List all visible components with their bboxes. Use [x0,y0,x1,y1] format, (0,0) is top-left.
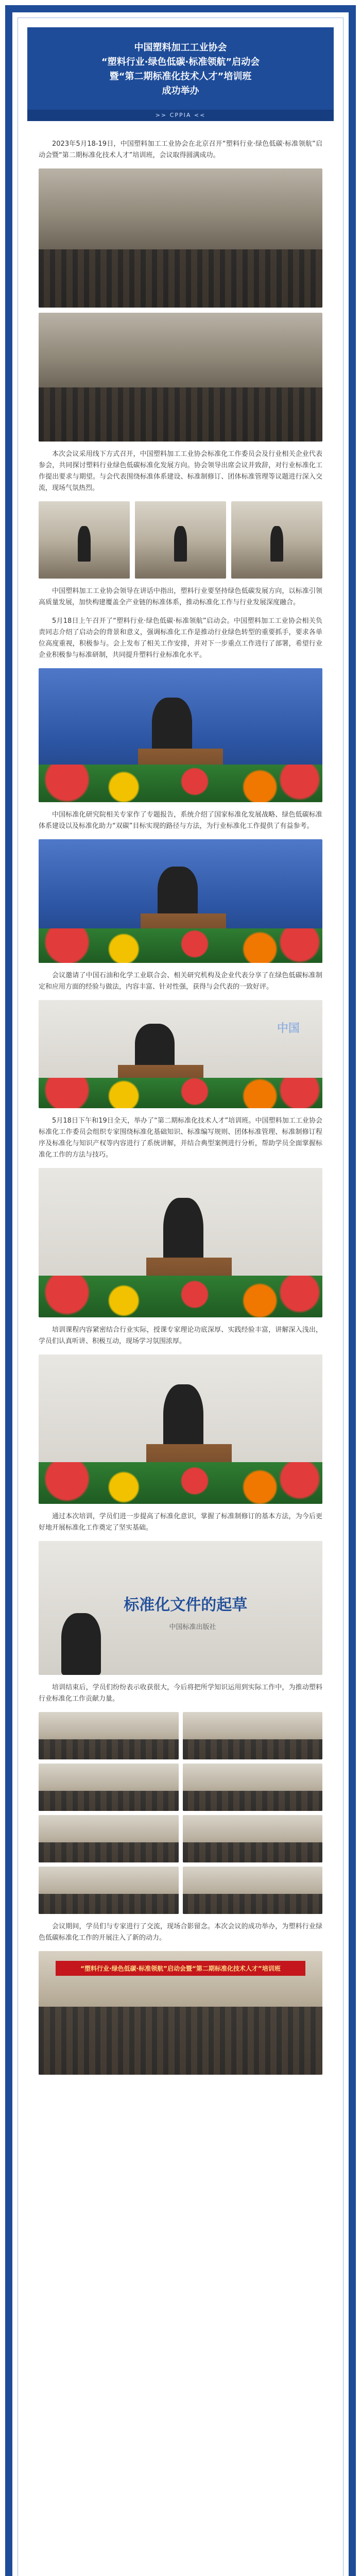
article-header [27,27,334,110]
photo-lecturer-2 [39,1354,322,1504]
photo-person [78,526,91,562]
blue-frame [5,5,356,2576]
photo-lecture-slide [39,1541,322,1675]
photo-classroom [39,1712,179,1759]
photo-flowers [39,1462,322,1504]
photo-speaker-2 [135,501,226,579]
photo-flowers [39,1078,322,1108]
photo-crowd [39,387,322,442]
photo-crowd [39,1791,179,1811]
header-line-3: 暨“第二期标准化技术人才”培训班 [109,71,252,82]
paragraph-10: 培训结束后，学员们纷纷表示收获很大，今后将把所学知识运用到实际工作中，为推动塑料行业标准化工作贡献力量。 [39,1684,322,1703]
photo-flowers [39,928,322,963]
photo-crowd [183,1842,323,1862]
photo-crowd [39,2007,322,2075]
paragraph-9: 通过本次培训，学员们进一步提高了标准化意识，掌握了标准制修订的基本方法，为今后更好地开展标准化工作奠定了坚实基础。 [39,1513,322,1532]
photo-classroom [183,1867,323,1914]
photo-crowd [183,1894,323,1914]
paragraph-6: 会议邀请了中国石油和化学工业联合会、相关研究机构及企业代表分享了在绿色低碳标准制定和应用方面的经验与做法，内容丰富、针对性强，获得与会代表的一致好评。 [39,972,322,991]
photo-podium-speech-1 [39,668,322,802]
photo-classroom [183,1712,323,1759]
header-line-2: “塑料行业·绿色低碳·标准领航”启动会 [101,57,260,67]
photo-screen-logo: 中国 [277,1022,300,1035]
photo-crowd [39,1842,179,1862]
paragraph-11: 会议期间，学员们与专家进行了交流，现场合影留念。本次会议的成功举办，为塑料行业绿色低碳标准化工作的开展注入了新的动力。 [39,1923,322,1942]
paragraph-3: 中国塑料加工工业协会领导在讲话中指出，塑料行业要坚持绿色低碳发展方向，以标准引领高质量发展，加快构建覆盖全产业链的标准体系，推动标准化工作与行业发展深度融合。 [39,587,322,606]
photo-flowers [39,1276,322,1317]
paragraph-5: 中国标准化研究院相关专家作了专题报告，系统介绍了国家标准化发展战略、绿色低碳标准体系建设以及标准化助力“双碳”目标实现的路径与方法，为行业标准化工作提供了有益参考。 [39,811,322,830]
photo-classroom [39,1867,179,1914]
photo-classroom [183,1764,323,1811]
photo-podium-speech-2 [39,839,322,963]
photo-classroom [183,1815,323,1862]
photo-speaker-3 [231,501,322,579]
photo-crowd [39,1739,179,1759]
header-line-1: 中国塑料加工工业协会 [134,42,227,53]
article-content [18,121,343,2075]
group-photo-banner: “塑料行业·绿色低碳·标准领航”启动会暨“第二期标准化技术人才”培训班 [56,1961,305,1976]
photo-crowd [183,1739,323,1759]
photo-person [270,526,283,562]
photo-audience [39,313,322,442]
slide-title: 标准化文件的起草 [124,1596,248,1614]
header-subhead: >> CPPIA << [27,110,334,121]
photo-person [61,1613,101,1675]
photo-flowers [39,765,322,802]
photo-crowd [183,1791,323,1811]
header-line-4: 成功举办 [162,86,199,96]
inner-border [18,18,343,2576]
photo-crowd [39,1894,179,1914]
photo-classroom [39,1764,179,1811]
photo-row-speakers [39,501,322,579]
photo-classroom [39,1815,179,1862]
paragraph-2: 本次会议采用线下方式召开，中国塑料加工工业协会标准化工作委员会及行业相关企业代表参会，共同探讨塑料行业绿色低碳标准化发展方向。协会领导出席会议并致辞，对行业标准化工作提出要求与期望。与会代表围绕标准体系建设、标准制修订、团体标准管理等议题进行深入交流，现场气氛热烈。 [39,450,322,492]
photo-podium-speech-3 [39,1000,322,1108]
photo-person [174,526,187,562]
paragraph-1: 2023年5月18-19日，中国塑料加工工业协会在北京召开“塑料行业·绿色低碳·标准领航”启动会暨“第二期标准化技术人才”培训班，会议取得圆满成功。 [39,140,322,159]
paragraph-4: 5月18日上午召开了“塑料行业·绿色低碳·标准领航”启动会。中国塑料加工工业协会相关负责同志介绍了启动会的背景和意义，强调标准化工作是推动行业绿色转型的重要抓手，要求各单位高度重视，积极参与。会上发布了相关工作安排，并对下一步重点工作进行了部署，希望行业企业积极参与标准研制，共同提升塑料行业标准化水平。 [39,617,322,659]
photo-grid-classroom [39,1712,322,1914]
paragraph-7: 5月18日下午和19日全天，举办了“第二期标准化技术人才”培训班。中国塑料加工工业协会标准化工作委员会组织专家围绕标准化基础知识、标准编写规则、团体标准管理、标准制修订程序及标准化与知识产权等内容进行了系统讲解，并结合典型案例进行分析，帮助学员全面掌握标准化工作的方法与技巧。 [39,1117,322,1159]
photo-lecturer-1 [39,1168,322,1317]
slide-subtitle: 中国标准出版社 [169,1623,216,1631]
paragraph-8: 培训课程内容紧密结合行业实际，授课专家理论功底深厚、实践经验丰富，讲解深入浅出，学员们认真听讲、积极互动，现场学习氛围浓厚。 [39,1326,322,1345]
photo-speaker-1 [39,501,130,579]
photo-meeting-hall [39,168,322,308]
photo-group-picture [39,1951,322,2075]
photo-crowd [39,249,322,308]
